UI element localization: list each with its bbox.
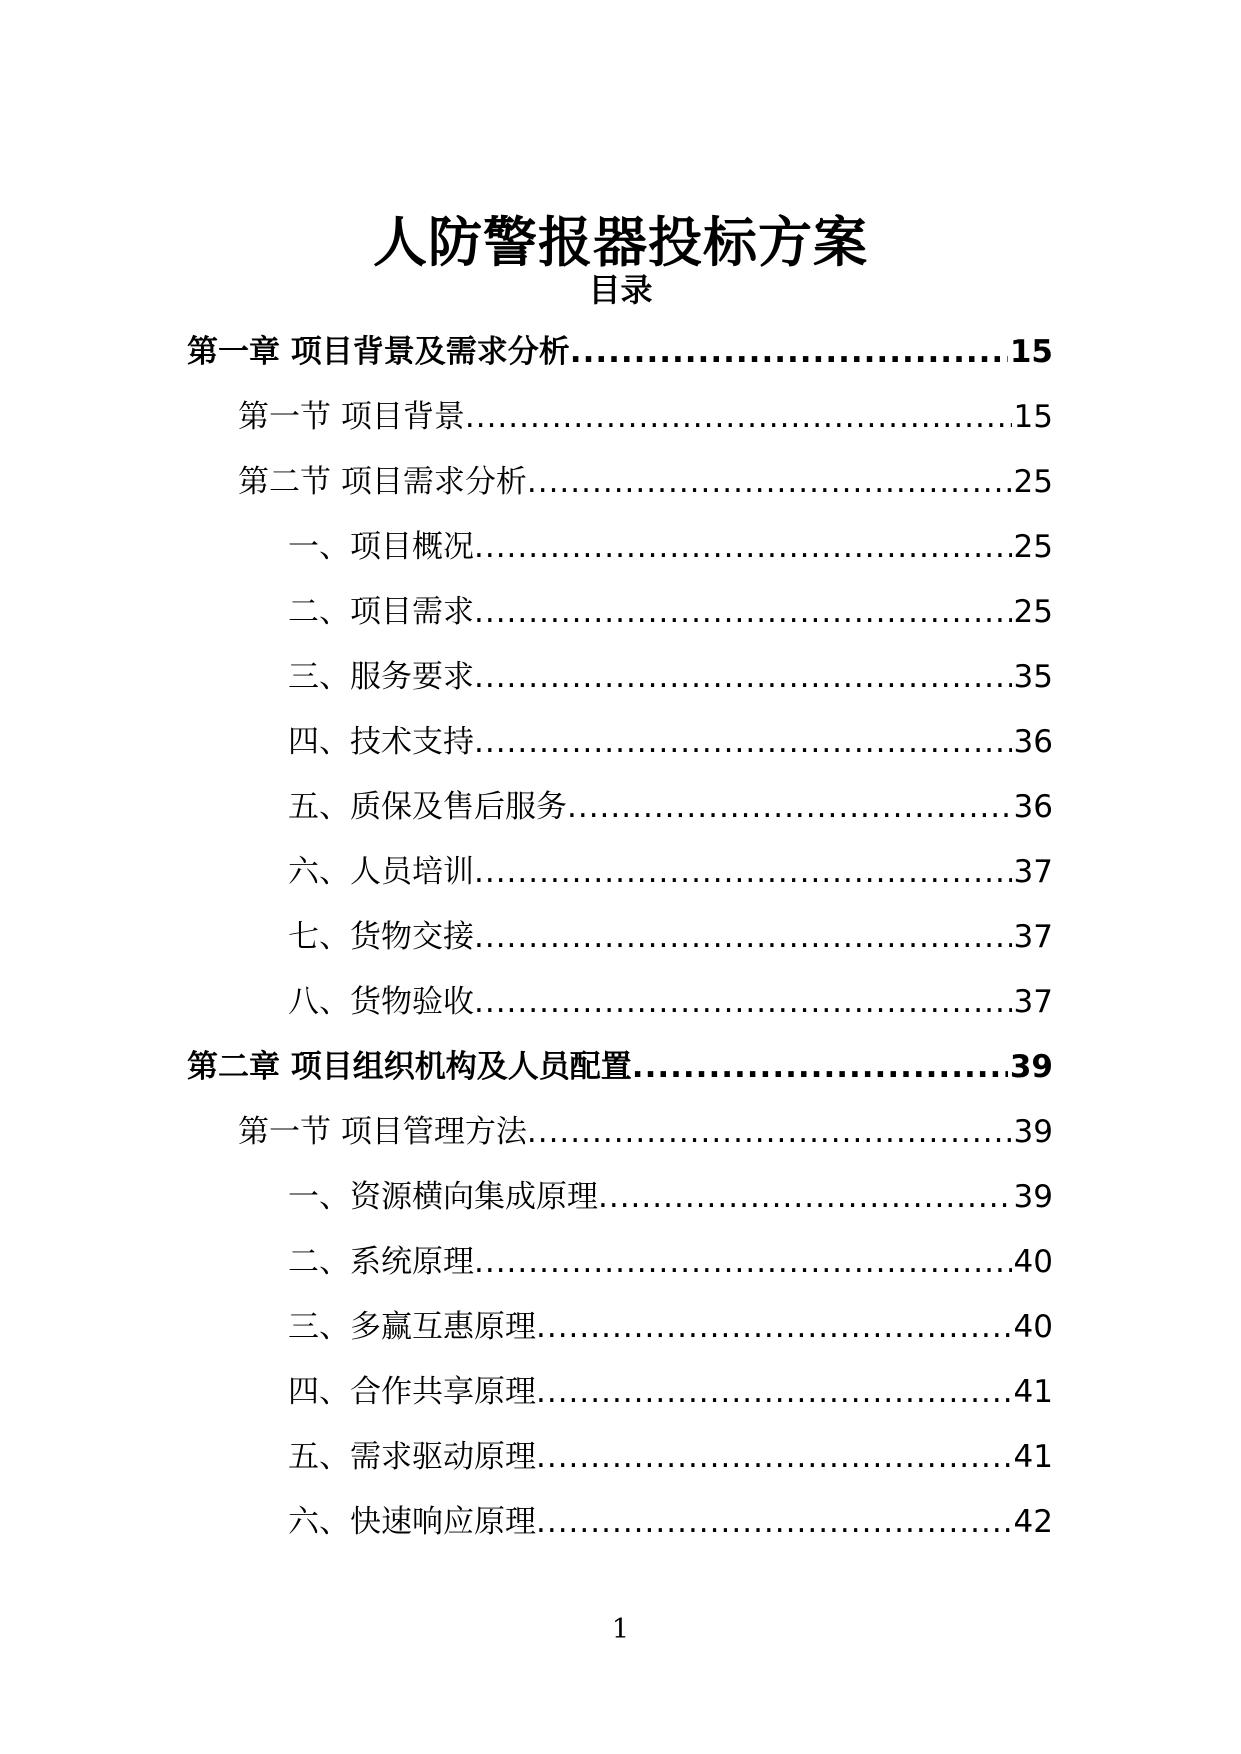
toc-entry-page: 42 [1013, 1504, 1053, 1540]
toc-dot-leader [536, 1429, 1012, 1485]
toc-entry-label: 七、货物交接 [288, 919, 474, 955]
toc-entry-label: 八、货物验收 [288, 984, 474, 1020]
toc-dot-leader [474, 844, 1012, 900]
toc-entry-label: 三、服务要求 [288, 659, 474, 695]
toc-entry-label: 六、人员培训 [288, 854, 474, 890]
toc-dot-leader [474, 714, 1012, 770]
toc-entry-label: 第一节 项目背景 [238, 399, 465, 435]
toc-dot-leader [536, 1364, 1012, 1420]
toc-dot-leader [474, 649, 1012, 705]
toc-dot-leader [474, 909, 1012, 965]
toc-entry[interactable] [187, 974, 1053, 1039]
toc-entry-label: 六、快速响应原理 [288, 1504, 536, 1540]
toc-entry-label: 五、需求驱动原理 [288, 1439, 536, 1475]
toc-entry-page: 39 [1009, 1049, 1053, 1085]
toc-dot-leader [598, 1169, 1012, 1225]
page-number: 1 [611, 1614, 630, 1645]
toc-entry-label: 第一节 项目管理方法 [238, 1114, 527, 1150]
toc-entry-label: 五、质保及售后服务 [288, 789, 567, 825]
toc-entry-page: 35 [1013, 659, 1053, 695]
toc-entry-label: 第二章 项目组织机构及人员配置 [187, 1049, 632, 1085]
document-title: 人防警报器投标方案 [373, 211, 868, 275]
toc-entry[interactable] [187, 584, 1053, 649]
toc-dot-leader [527, 1104, 1012, 1160]
table-of-contents [187, 324, 1053, 1559]
toc-entry[interactable] [187, 1494, 1053, 1559]
toc-entry[interactable] [187, 1234, 1053, 1299]
toc-entry-page: 41 [1013, 1374, 1053, 1410]
toc-entry[interactable] [187, 714, 1053, 779]
toc-entry-page: 39 [1013, 1114, 1053, 1150]
toc-entry[interactable] [187, 519, 1053, 584]
toc-entry[interactable] [187, 1364, 1053, 1429]
toc-entry-label: 二、项目需求 [288, 594, 474, 630]
toc-dot-leader [632, 1039, 1008, 1095]
toc-entry-label: 第一章 项目背景及需求分析 [187, 334, 570, 370]
toc-entry[interactable] [187, 779, 1053, 844]
toc-entry-page: 25 [1013, 464, 1053, 500]
toc-entry-page: 41 [1013, 1439, 1053, 1475]
toc-entry-page: 40 [1013, 1309, 1053, 1345]
toc-dot-leader [536, 1494, 1012, 1550]
toc-entry-label: 四、技术支持 [288, 724, 474, 760]
toc-entry[interactable] [187, 909, 1053, 974]
toc-entry[interactable] [187, 1429, 1053, 1494]
toc-dot-leader [474, 519, 1012, 575]
toc-entry-page: 36 [1013, 789, 1053, 825]
toc-entry-page: 25 [1013, 594, 1053, 630]
toc-entry[interactable] [187, 389, 1053, 454]
toc-dot-leader [474, 974, 1012, 1030]
toc-dot-leader [570, 324, 1008, 380]
toc-dot-leader [474, 584, 1012, 640]
toc-entry-label: 三、多赢互惠原理 [288, 1309, 536, 1345]
toc-dot-leader [536, 1299, 1012, 1355]
toc-dot-leader [465, 389, 1012, 445]
toc-entry-page: 39 [1013, 1179, 1053, 1215]
toc-entry-page: 15 [1013, 399, 1053, 435]
toc-entry[interactable] [187, 844, 1053, 909]
toc-entry[interactable] [187, 1299, 1053, 1364]
toc-entry-page: 25 [1013, 529, 1053, 565]
toc-entry-page: 37 [1013, 984, 1053, 1020]
toc-entry-page: 15 [1009, 334, 1053, 370]
toc-entry[interactable] [187, 1169, 1053, 1234]
toc-dot-leader [567, 779, 1012, 835]
toc-entry-page: 36 [1013, 724, 1053, 760]
toc-entry-label: 二、系统原理 [288, 1244, 474, 1280]
toc-entry[interactable] [187, 324, 1053, 389]
toc-entry-page: 37 [1013, 919, 1053, 955]
toc-entry-label: 四、合作共享原理 [288, 1374, 536, 1410]
toc-entry-label: 一、资源横向集成原理 [288, 1179, 598, 1215]
toc-entry-label: 第二节 项目需求分析 [238, 464, 527, 500]
toc-entry-page: 40 [1013, 1244, 1053, 1280]
toc-entry[interactable] [187, 649, 1053, 714]
toc-entry-label: 一、项目概况 [288, 529, 474, 565]
toc-entry[interactable] [187, 1039, 1053, 1104]
toc-entry-page: 37 [1013, 854, 1053, 890]
toc-entry[interactable] [187, 454, 1053, 519]
toc-entry[interactable] [187, 1104, 1053, 1169]
toc-heading: 目录 [588, 271, 653, 309]
toc-dot-leader [474, 1234, 1012, 1290]
toc-dot-leader [527, 454, 1012, 510]
